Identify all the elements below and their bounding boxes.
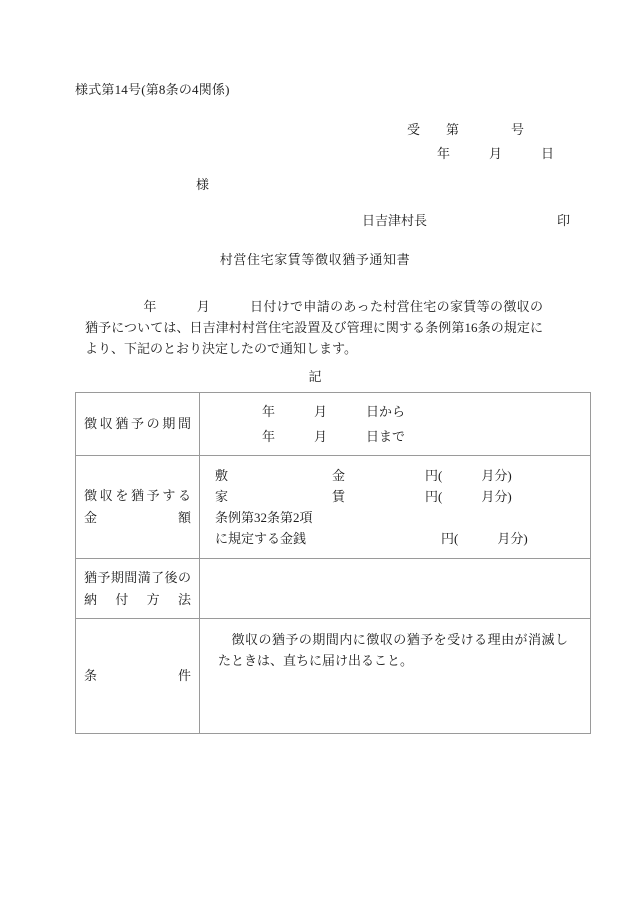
- body-lead-date-clause: 年 月 日付けで申請のあった村営住宅の家賃等の徴収の猶予について: [85, 299, 543, 335]
- row-label-amount-line2: 金 額: [84, 510, 191, 525]
- row-label-condition-cell: [76, 619, 200, 734]
- amount-item-ordinance-ref-label: 条例第32条第2項: [215, 510, 313, 525]
- amount-item-list: [210, 465, 580, 549]
- table-row-condition: [76, 619, 591, 734]
- issuer-name-and-seal: 日吉津村長 印: [362, 213, 571, 228]
- amount-item-deposit-label: 敷 金: [215, 468, 345, 483]
- ki-marker: 記: [308, 369, 322, 384]
- condition-full-text: 徴収の猶予の期間内に徴収の猶予を受ける理由が消滅したときは、直ちに届け出ること。: [218, 632, 568, 668]
- period-start-line: 年 月 日から: [262, 404, 406, 419]
- row-label-payment-line1: 猶予期間満了後の: [84, 569, 191, 585]
- row-label-payment-line2: 納 付 方 法: [84, 591, 191, 607]
- table-row-payment-method: [76, 559, 591, 619]
- row-label-period: 徴収猶予の期間: [84, 416, 191, 431]
- amount-item-deposit-unit: 円( 月分): [425, 468, 512, 483]
- amount-item-deposit: [215, 465, 580, 486]
- row-label-amount-cell: [76, 456, 200, 559]
- body-main-text: は、日吉津村村営住宅設置及び管理に関する条例第16条の規定により、下記のとおり決定したので通知します。: [85, 320, 543, 356]
- row-value-payment-cell[interactable]: [200, 559, 591, 619]
- row-label-amount-line1: 徴収を猶予する: [84, 488, 191, 503]
- table-row-amount: [76, 456, 591, 559]
- amount-item-ordinance-money-unit: 円( 月分): [441, 531, 528, 546]
- body-paragraph: [85, 296, 543, 359]
- form-number-label: 様式第14号(第8条の4関係): [75, 82, 230, 97]
- amount-item-rent-unit: 円( 月分): [425, 489, 512, 504]
- row-value-period-cell[interactable]: [200, 393, 591, 456]
- row-label-period-cell: [76, 393, 200, 456]
- receipt-number-line: 受 第 号: [407, 122, 525, 137]
- row-label-condition: 条 件: [84, 668, 191, 683]
- amount-item-ordinance-money-label: に規定する金銭: [215, 531, 307, 546]
- period-end-line: 年 月 日まで: [262, 429, 406, 444]
- document-title: 村営住宅家賃等徴収猶予通知書: [219, 252, 411, 267]
- receipt-date-line: 年 月 日: [437, 146, 555, 161]
- condition-text: [210, 619, 580, 671]
- addressee-honorific: 様: [196, 177, 210, 192]
- row-value-amount-cell[interactable]: [200, 456, 591, 559]
- amount-item-ordinance-money: [215, 528, 580, 549]
- row-label-payment-cell: [76, 559, 200, 619]
- amount-item-ordinance-ref: [215, 507, 580, 528]
- notice-detail-table: [75, 392, 591, 734]
- table-row-period: [76, 393, 591, 456]
- row-value-condition-cell[interactable]: [200, 619, 591, 734]
- amount-item-rent: [215, 486, 580, 507]
- amount-item-rent-label: 家 賃: [215, 489, 345, 504]
